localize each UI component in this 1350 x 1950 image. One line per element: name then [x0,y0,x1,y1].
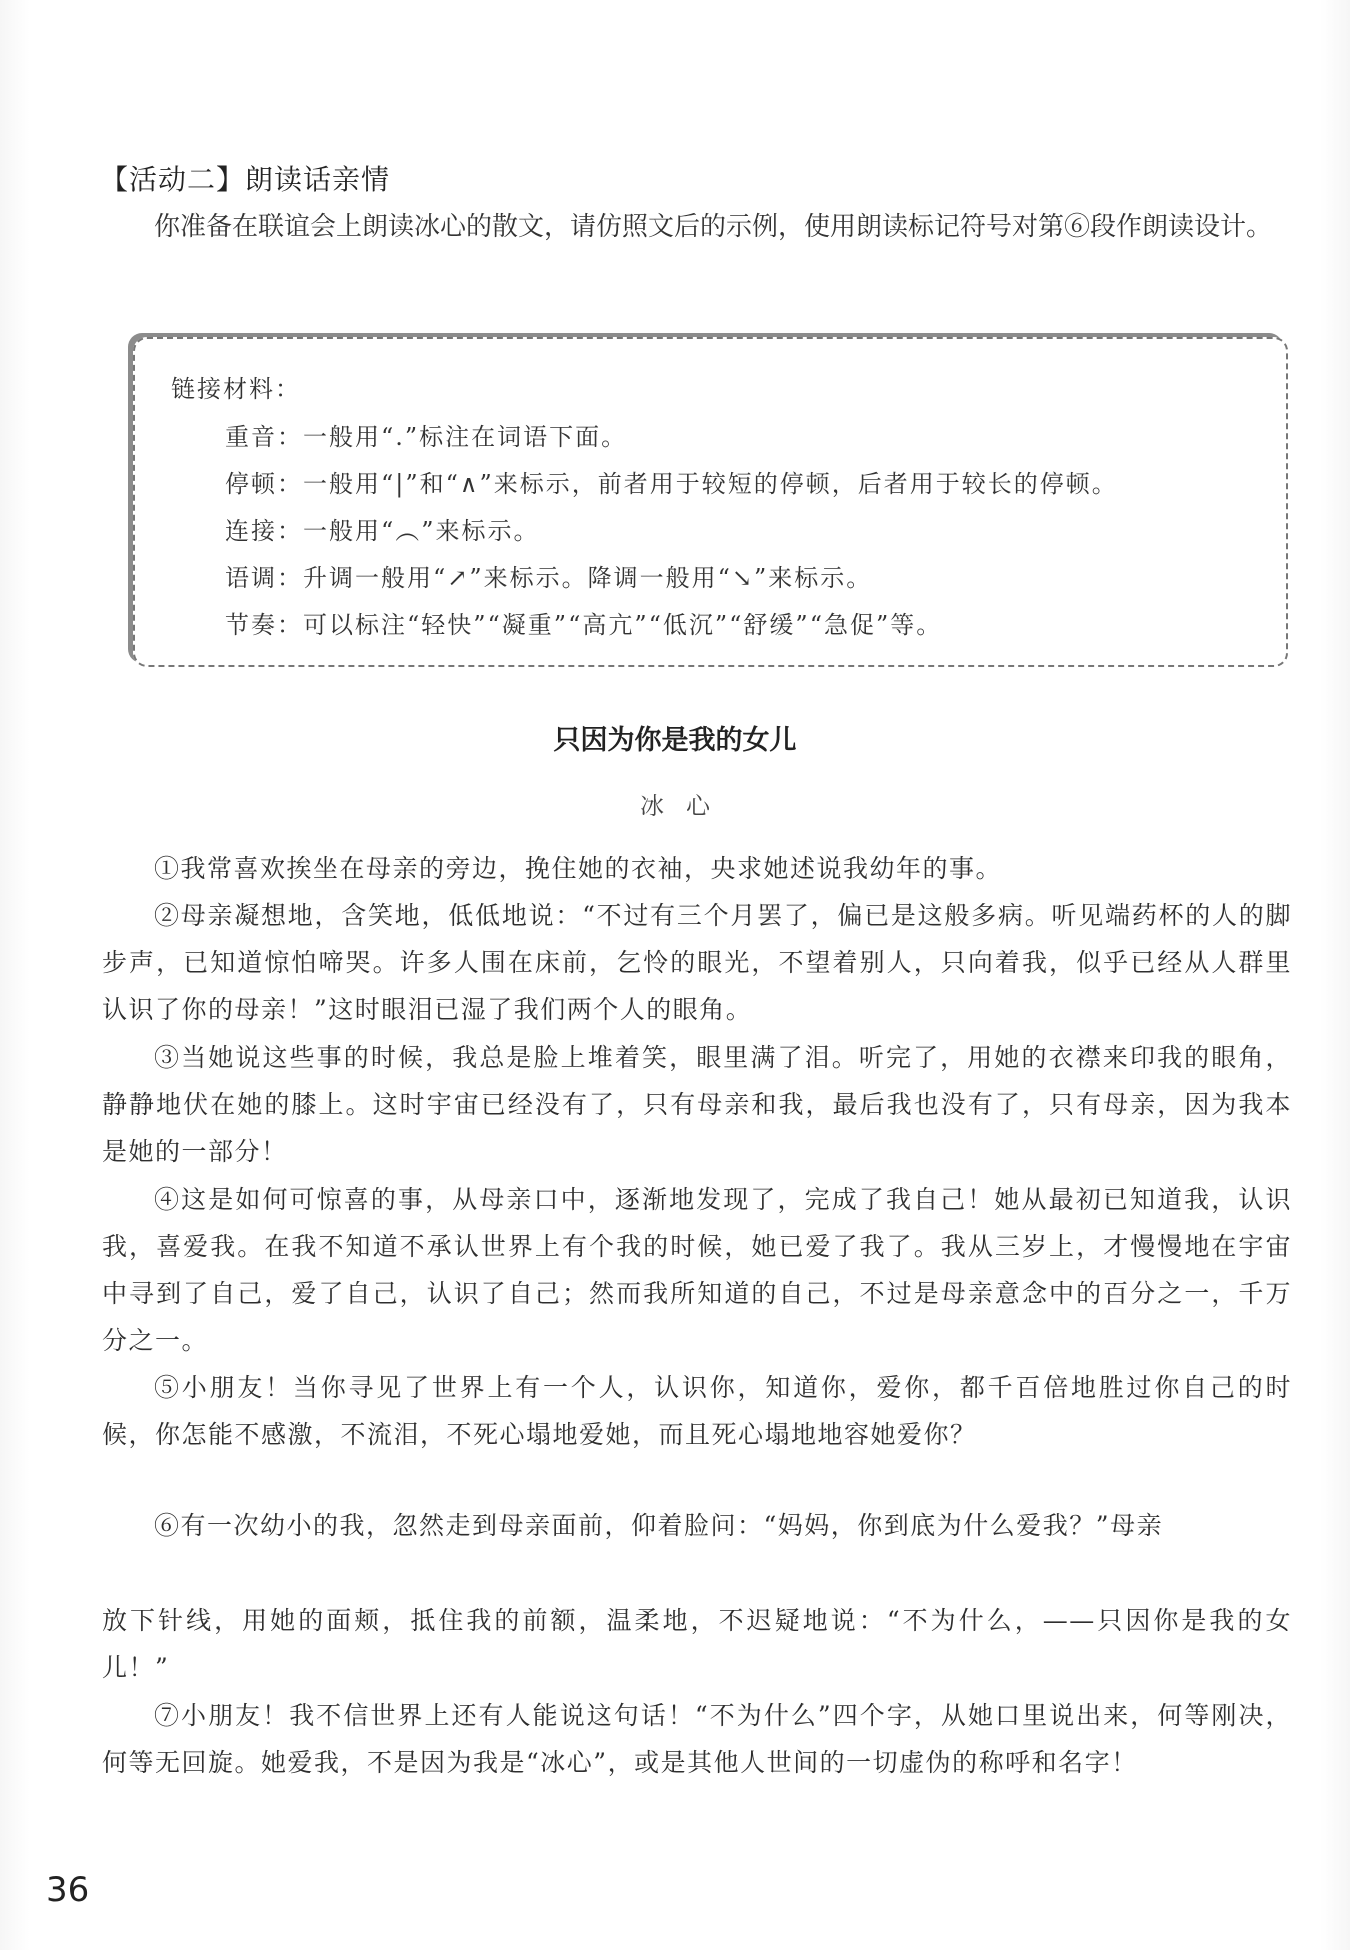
paragraph-2: ②母亲凝想地，含笑地，低低地说：“不过有三个月罢了，偏已是这般多病。听见端药杯的人的脚步声，已知道惊怕啼哭。许多人围在床前，乞怜的眼光，不望着别人，只向着我，似乎已经从人群里认识了你的母亲！”这时眼泪已湿了我们两个人的眼角。 [102,901,1292,1024]
link-material-box [133,337,1288,667]
activity-heading: 【活动二】朗读话亲情 [100,163,391,196]
article-author: 冰心 [640,792,732,820]
link-item-connect: 连接：一般用“︵”来标示。 [225,517,540,545]
link-item-intonation: 语调：升调一般用“↗”来标示。降调一般用“↘”来标示。 [225,564,873,592]
link-item-stress: 重音：一般用“.”标注在词语下面。 [225,423,628,451]
page-number: 36 [46,1870,90,1910]
paragraph-5: ⑤小朋友！当你寻见了世界上有一个人，认识你，知道你，爱你，都千百倍地胜过你自己的时候，你怎能不感激，不流泪，不死心塌地爱她，而且死心塌地地容她爱你？ [102,1373,1292,1449]
activity-instruction: 你准备在联谊会上朗读冰心的散文，请仿照文后的示例，使用朗读标记符号对第⑥段作朗读设计。 [154,212,1273,242]
article-title: 只因为你是我的女儿 [553,725,797,756]
paragraph-4: ④这是如何可惊喜的事，从母亲口中，逐渐地发现了，完成了我自己！她从最初已知道我，认识我，喜爱我。在我不知道不承认世界上有个我的时候，她已爱了我了。我从三岁上，才慢慢地在宇宙中寻到了自己，爱了自己，认识了自己；然而我所知道的自己，不过是母亲意念中的百分之一，千万分之一。 [102,1185,1292,1355]
paragraph-6-line-1: ⑥有一次幼小的我，忽然走到母亲面前，仰着脸问：“妈妈，你到底为什么爱我？”母亲 [154,1511,1164,1540]
paragraph-1: ①我常喜欢挨坐在母亲的旁边，挽住她的衣袖，央求她述说我幼年的事。 [154,854,1003,883]
paragraph-3: ③当她说这些事的时候，我总是脸上堆着笑，眼里满了泪。听完了，用她的衣襟来印我的眼角，静静地伏在她的膝上。这时宇宙已经没有了，只有母亲和我，最后我也没有了，只有母亲，因为我本是她的一部分！ [102,1043,1292,1166]
link-item-pause: 停顿：一般用“|”和“∧”来标示，前者用于较短的停顿，后者用于较长的停顿。 [225,470,1118,498]
paragraph-7: ⑦小朋友！我不信世界上还有人能说这句话！“不为什么”四个字，从她口里说出来，何等刚决，何等无回旋。她爱我，不是因为我是“冰心”，或是其他人世间的一切虚伪的称呼和名字！ [102,1701,1292,1777]
paragraph-6-line-2: 放下针线，用她的面颊，抵住我的前额，温柔地，不迟疑地说：“不为什么，——只因你是我的女儿！” [102,1606,1292,1682]
link-item-rhythm: 节奏：可以标注“轻快”“凝重”“高亢”“低沉”“舒缓”“急促”等。 [225,611,943,639]
link-material-title: 链接材料： [171,375,301,403]
